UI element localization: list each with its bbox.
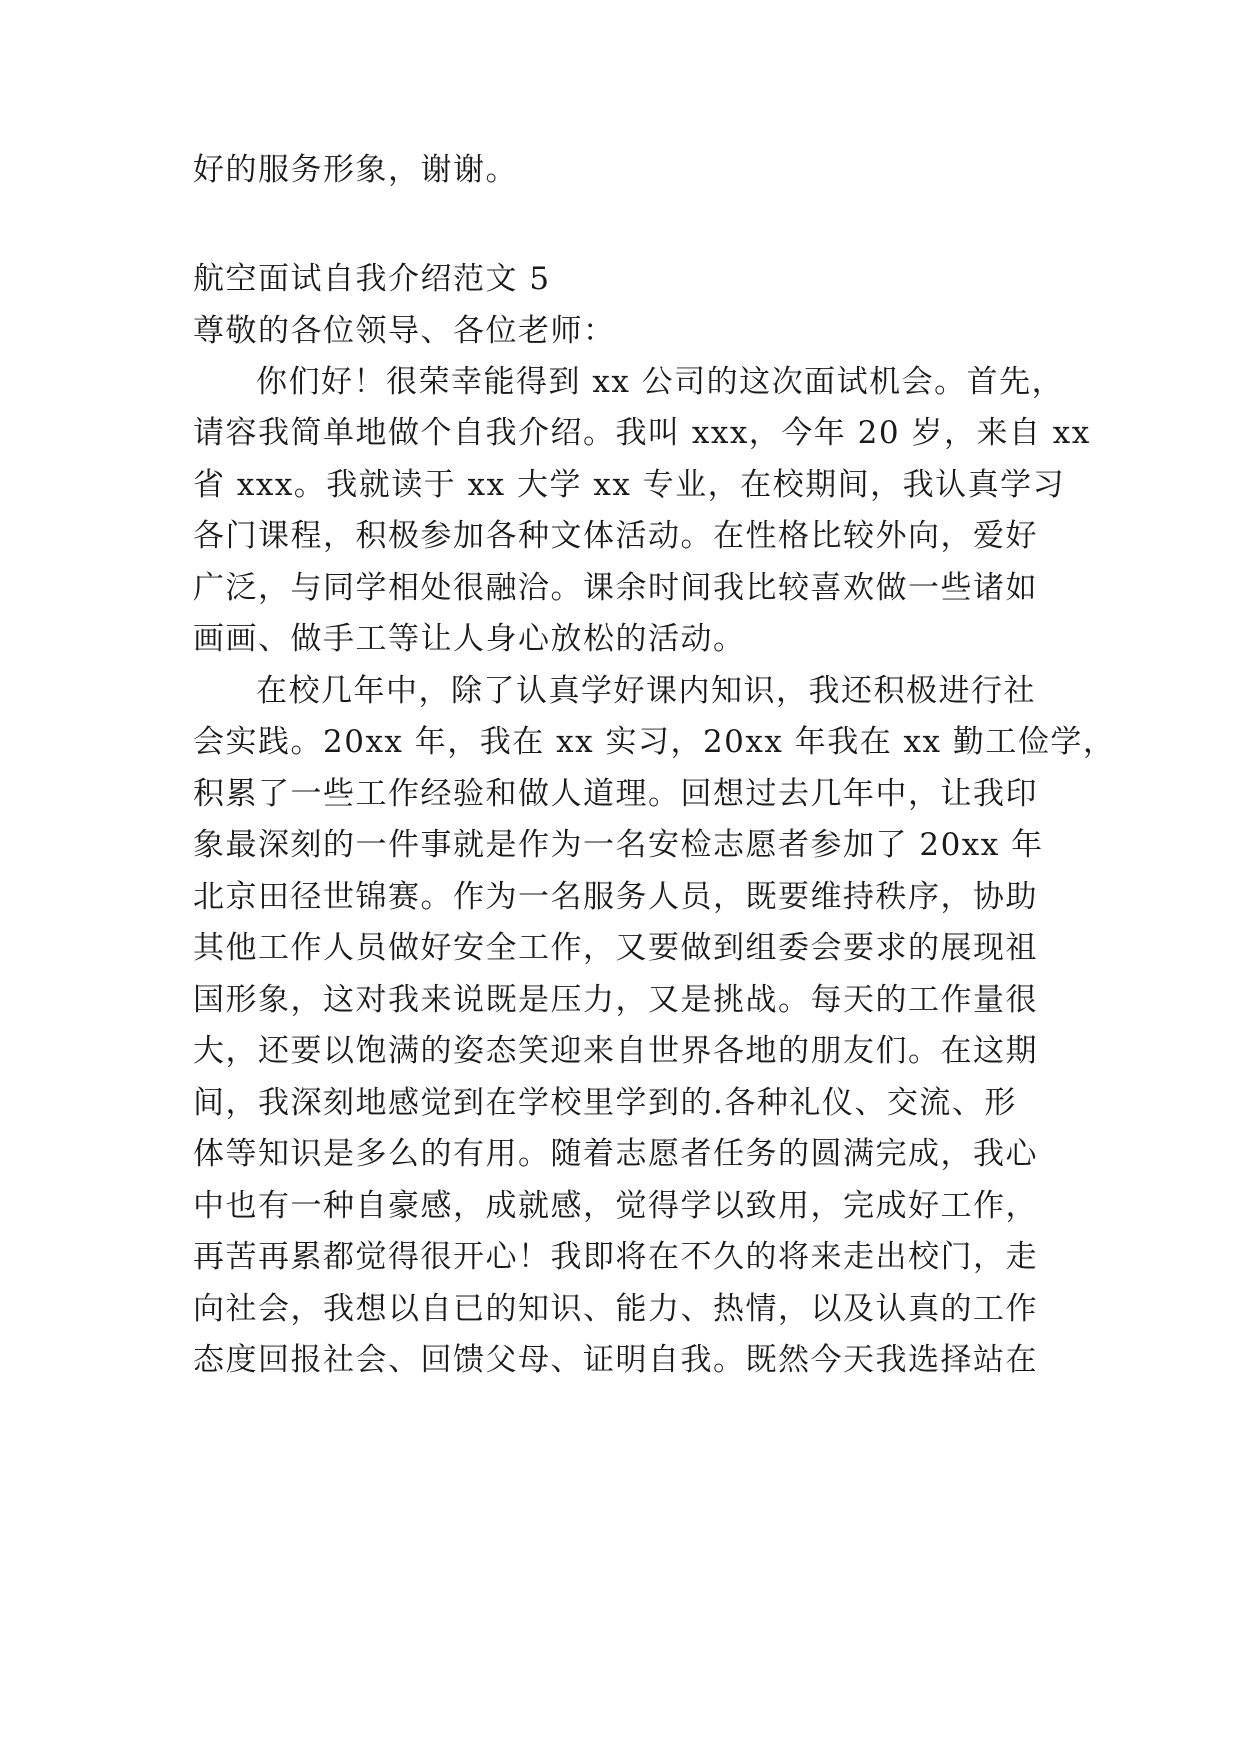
section-heading: 航空面试自我介绍范文 5 (193, 261, 551, 297)
paragraph-line: 中也有一种自豪感，成就感，觉得学以致用，完成好工作， (193, 1188, 1038, 1224)
carryover-line: 好的服务形象，谢谢。 (193, 152, 518, 188)
paragraph-line: 体等知识是多么的有用。随着志愿者任务的圆满完成，我心 (193, 1136, 1038, 1172)
paragraph-line: 再苦再累都觉得很开心！我即将在不久的将来走出校门，走 (193, 1239, 1038, 1275)
paragraph-line: 向社会，我想以自已的知识、能力、热情，以及认真的工作 (193, 1291, 1038, 1327)
paragraph-line: 请容我简单地做个自我介绍。我叫 xxx，今年 20 岁，来自 xx (193, 415, 1091, 451)
paragraph-line: 间，我深刻地感觉到在学校里学到的.各种礼仪、交流、形 (193, 1085, 1017, 1121)
paragraph-line: 会实践。20xx 年，我在 xx 实习，20xx 年我在 xx 勤工俭学， (193, 724, 1116, 760)
paragraph-line: 广泛，与同学相处很融洽。课余时间我比较喜欢做一些诸如 (193, 570, 1038, 606)
paragraph-line: 各门课程，积极参加各种文体活动。在性格比较外向，爱好 (193, 518, 1038, 554)
paragraph-line: 态度回报社会、回馈父母、证明自我。既然今天我选择站在 (193, 1342, 1038, 1378)
paragraph-line: 大，还要以饱满的姿态笑迎来自世界各地的朋友们。在这期 (193, 1033, 1038, 1069)
paragraph-line: 省 xxx。我就读于 xx 大学 xx 专业，在校期间，我认真学习 (193, 467, 1066, 503)
paragraph-line: 积累了一些工作经验和做人道理。回想过去几年中，让我印 (193, 776, 1038, 812)
paragraph-line: 其他工作人员做好安全工作，又要做到组委会要求的展现祖 (193, 930, 1038, 966)
paragraph-line: 象最深刻的一件事就是作为一名安检志愿者参加了 20xx 年 (193, 827, 1044, 863)
paragraph-line: 国形象，这对我来说既是压力，又是挑战。每天的工作量很 (193, 982, 1038, 1018)
salutation: 尊敬的各位领导、各位老师： (193, 313, 616, 349)
paragraph-line: 你们好！很荣幸能得到 xx 公司的这次面试机会。首先， (256, 364, 1065, 400)
paragraph-line: 画画、做手工等让人身心放松的活动。 (193, 621, 746, 657)
paragraph-line: 北京田径世锦赛。作为一名服务人员，既要维持秩序，协助 (193, 879, 1038, 915)
paragraph-line: 在校几年中，除了认真学好课内知识，我还积极进行社 (256, 673, 1036, 709)
